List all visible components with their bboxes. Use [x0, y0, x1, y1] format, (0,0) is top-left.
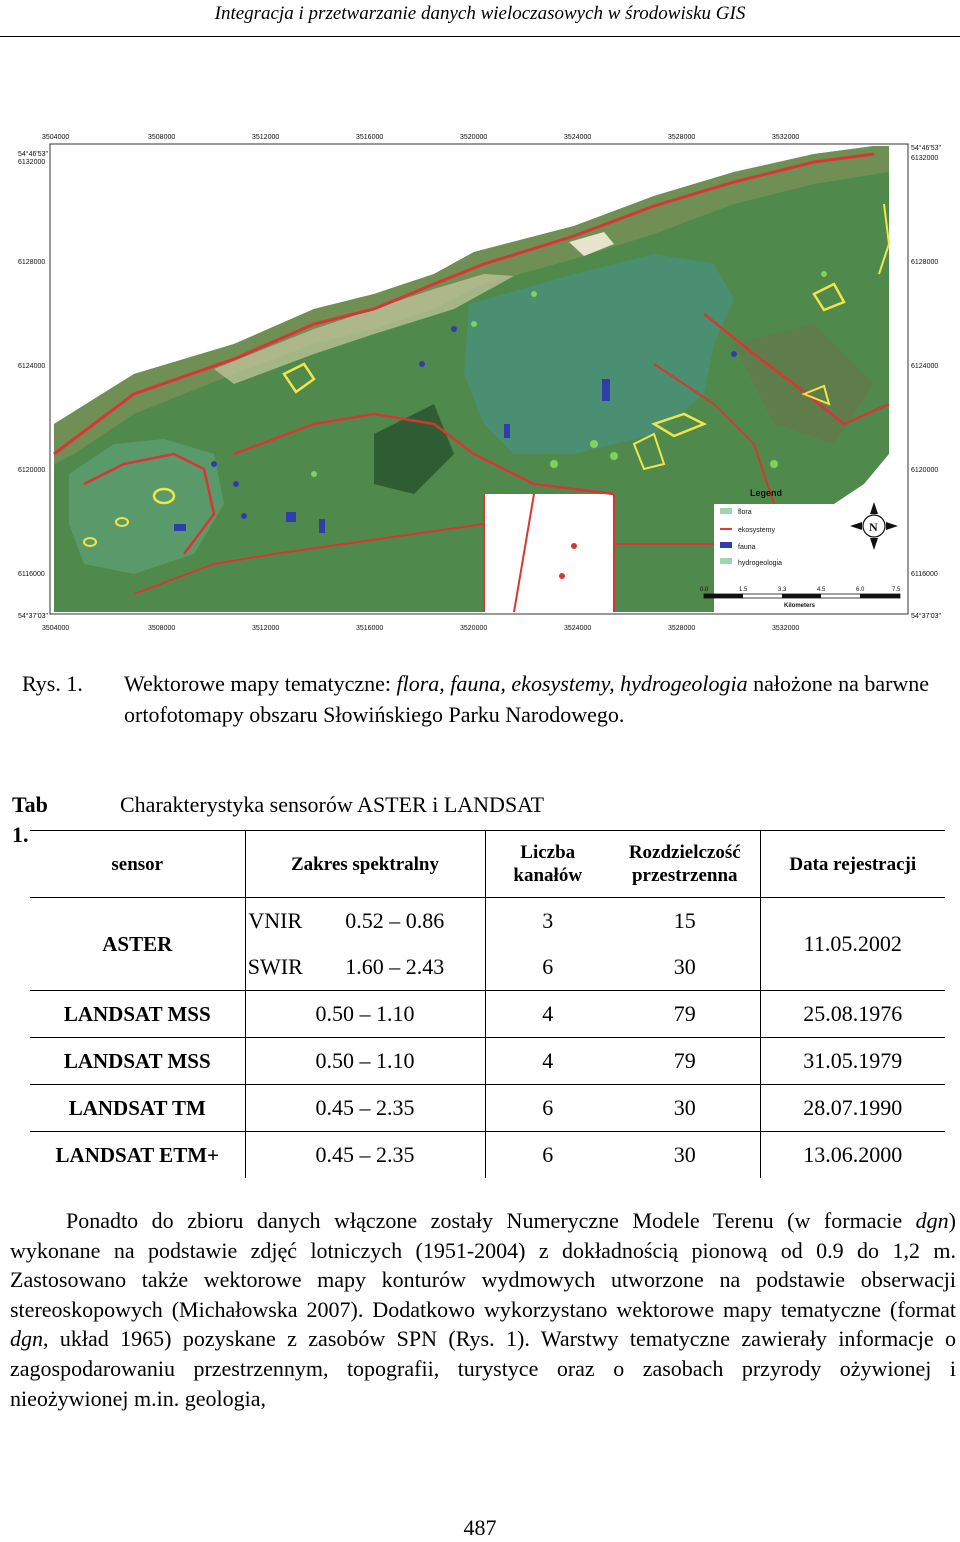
- table-row: [30, 1038, 945, 1085]
- fauna-marker: [233, 481, 239, 487]
- map-figure: [14, 124, 944, 636]
- body-part: Ponadto do zbioru danych włączone zostały Numeryczne Modele Terenu (w formacie: [66, 1208, 916, 1233]
- cell-resolution: 79: [610, 991, 760, 1038]
- coord-label: 3508000: [148, 625, 176, 632]
- coord-label: 6116000: [18, 571, 45, 578]
- legend-label: fauna: [738, 544, 756, 551]
- fauna-marker: [174, 524, 186, 531]
- cell-date: 28.07.1990: [760, 1085, 945, 1132]
- coord-label: 3520000: [460, 134, 488, 141]
- legend-label: flora: [738, 509, 752, 516]
- coord-label: 3504000: [42, 625, 70, 632]
- fauna-marker: [602, 379, 610, 401]
- cell-date: 11.05.2002: [760, 898, 945, 991]
- flora-point: [550, 460, 558, 468]
- coord-label: 3512000: [252, 134, 280, 141]
- cell-band: VNIR: [245, 898, 305, 945]
- cell-range: 0.50 – 1.10: [245, 991, 485, 1038]
- cell-band: SWIR: [245, 944, 305, 991]
- caption-part: Wektorowe mapy tematyczne:: [124, 671, 397, 696]
- coord-label: 3512000: [252, 625, 280, 632]
- fauna-marker: [319, 519, 325, 533]
- cell-channels: 6: [485, 944, 610, 991]
- running-head: Integracja i przetwarzanie danych wieloczasowych w środowisku GIS: [0, 0, 960, 37]
- scale-label: 6.0: [856, 587, 865, 593]
- header-sensor: sensor: [30, 831, 245, 898]
- coord-label: 3528000: [668, 625, 696, 632]
- table-header-row: [30, 831, 945, 898]
- cell-date: 31.05.1979: [760, 1038, 945, 1085]
- coord-label: 6120000: [911, 467, 939, 474]
- caption-part-italic: flora, fauna, ekosystemy, hydrogeologia: [396, 671, 748, 696]
- coord-label: 54°37'03": [911, 613, 941, 620]
- fauna-marker: [211, 461, 217, 467]
- coord-label: 3524000: [564, 625, 592, 632]
- legend-label: ekosystemy: [738, 527, 775, 534]
- cell-sensor: LANDSAT MSS: [30, 991, 245, 1038]
- body-part-italic: dgn: [915, 1208, 949, 1233]
- coord-label: 3508000: [148, 134, 176, 141]
- cell-resolution: 30: [610, 1085, 760, 1132]
- coord-label: 6124000: [911, 363, 939, 370]
- coord-label: 6124000: [18, 363, 46, 370]
- legend-swatch-fauna: [720, 542, 732, 548]
- flora-point: [311, 471, 317, 477]
- orthophoto-map: [14, 124, 944, 636]
- coord-label: 3516000: [356, 134, 384, 141]
- header-range: Zakres spektralny: [245, 831, 485, 898]
- cell-date: 25.08.1976: [760, 991, 945, 1038]
- fauna-marker: [241, 513, 247, 519]
- legend-title: Legend: [750, 488, 783, 498]
- figure-number: Rys. 1.: [22, 671, 83, 696]
- coord-label: 3516000: [356, 625, 384, 632]
- scale-label: 7.5: [892, 587, 901, 593]
- coord-label: 3532000: [772, 134, 800, 141]
- table-row: [30, 1132, 945, 1179]
- scale-label: 0.0: [700, 587, 709, 593]
- header-channels: Liczba kanałów: [485, 831, 610, 898]
- fauna-marker: [451, 326, 457, 332]
- figure-caption-text: [124, 668, 954, 730]
- cell-channels: 6: [485, 1085, 610, 1132]
- cell-range: 0.50 – 1.10: [245, 1038, 485, 1085]
- flora-point: [610, 452, 618, 460]
- coord-label: 3520000: [460, 625, 488, 632]
- table-caption: Charakterystyka sensorów ASTER i LANDSAT: [120, 792, 545, 817]
- fauna-marker: [731, 351, 737, 357]
- cell-channels: 4: [485, 991, 610, 1038]
- cell-range: 0.45 – 2.35: [245, 1085, 485, 1132]
- coord-label: 3524000: [564, 134, 592, 141]
- legend-label: hydrogeologia: [738, 560, 782, 567]
- scale-unit: Kilometers: [784, 603, 816, 609]
- table-row: [30, 1085, 945, 1132]
- table-row: [30, 991, 945, 1038]
- cell-channels: 4: [485, 1038, 610, 1085]
- flora-point: [471, 321, 477, 327]
- cell-range: 1.60 – 2.43: [305, 944, 485, 991]
- flora-point: [590, 440, 598, 448]
- page-number: 487: [463, 1515, 497, 1540]
- header-date: Data rejestracji: [760, 831, 945, 898]
- cell-resolution: 30: [610, 944, 760, 991]
- flora-point: [821, 271, 827, 277]
- cell-sensor: LANDSAT ETM+: [55, 1142, 219, 1167]
- coord-label: 54°46'53": [911, 145, 941, 152]
- coord-label: 6128000: [911, 259, 939, 266]
- scale-label: 4.5: [817, 587, 826, 593]
- fauna-marker: [419, 361, 425, 367]
- header-resolution: Rozdzielczość przestrzenna: [610, 831, 760, 898]
- cell-date: 13.06.2000: [803, 1142, 903, 1167]
- body-part: ) wykonane na podstawie zdjęć lotniczych (1951-2004) z dokładnością pionową od 0.9 do 1,2 m. Zastosowano także wektorowe mapy konturów wydmowych utworzone na podstawie obserwacji stereoskopowych (Michałowska 2007). Dodatkowo wykorzystano wektorowe mapy tematyczne (format: [10, 1208, 956, 1322]
- cell-resolution: 15: [610, 898, 760, 945]
- coord-label: 54°46'53": [18, 151, 48, 158]
- coord-label: 3504000: [42, 134, 70, 141]
- body-part-italic: dgn: [10, 1326, 43, 1352]
- cell-range: 0.52 – 0.86: [305, 898, 485, 945]
- table-row: [30, 898, 945, 945]
- right-coordinates: [911, 144, 941, 620]
- legend-swatch-flora: [720, 508, 732, 514]
- cell-channels: 6: [542, 1142, 554, 1167]
- cell-resolution: 79: [610, 1038, 760, 1085]
- cell-sensor: ASTER: [30, 898, 245, 991]
- bottom-coordinates: [42, 625, 799, 632]
- coord-label: 54°37'03": [18, 613, 48, 620]
- coord-label: 3528000: [668, 134, 696, 141]
- left-coordinates: [18, 150, 48, 620]
- cell-sensor: LANDSAT TM: [30, 1085, 245, 1132]
- fauna-marker: [504, 424, 510, 438]
- hydrogeology-point: [571, 543, 577, 549]
- scale-label: 3.3: [778, 587, 787, 593]
- sensor-table: [30, 830, 945, 1178]
- north-label: N: [869, 520, 878, 534]
- hydrogeology-point: [559, 573, 565, 579]
- scale-label: 1.5: [739, 587, 748, 593]
- top-coordinates: [42, 134, 799, 141]
- coord-label: 6120000: [18, 467, 46, 474]
- table-number: Tab 1.: [12, 792, 48, 847]
- fauna-marker: [286, 512, 296, 522]
- flora-point: [770, 460, 778, 468]
- cell-sensor: LANDSAT MSS: [30, 1038, 245, 1085]
- coord-label: 6128000: [18, 259, 46, 266]
- body-paragraph: [10, 1206, 956, 1413]
- coord-label: 6132000: [18, 159, 46, 166]
- legend-swatch-hydrogeologia: [720, 558, 732, 564]
- flora-point: [531, 291, 537, 297]
- cell-range: 0.45 – 2.35: [245, 1132, 485, 1179]
- coord-label: 6132000: [911, 155, 939, 162]
- body-part: , układ 1965) pozyskane z zasobów SPN (Rys. 1). Warstwy tematyczne zawierały informacje o zagospodarowaniu przestrzennym, topografii, turystyce oraz o zasobach przyrody ożywionej i nieożywionej m.in. geologia,: [10, 1326, 956, 1411]
- coord-label: 6116000: [911, 571, 938, 578]
- cell-resolution: 30: [610, 1132, 760, 1179]
- caption-part: nałożone na barwne ortofotomapy obszaru Słowińskiego Parku Narodowego.: [124, 671, 930, 727]
- cell-channels: 3: [542, 908, 554, 933]
- coord-label: 3532000: [772, 625, 800, 632]
